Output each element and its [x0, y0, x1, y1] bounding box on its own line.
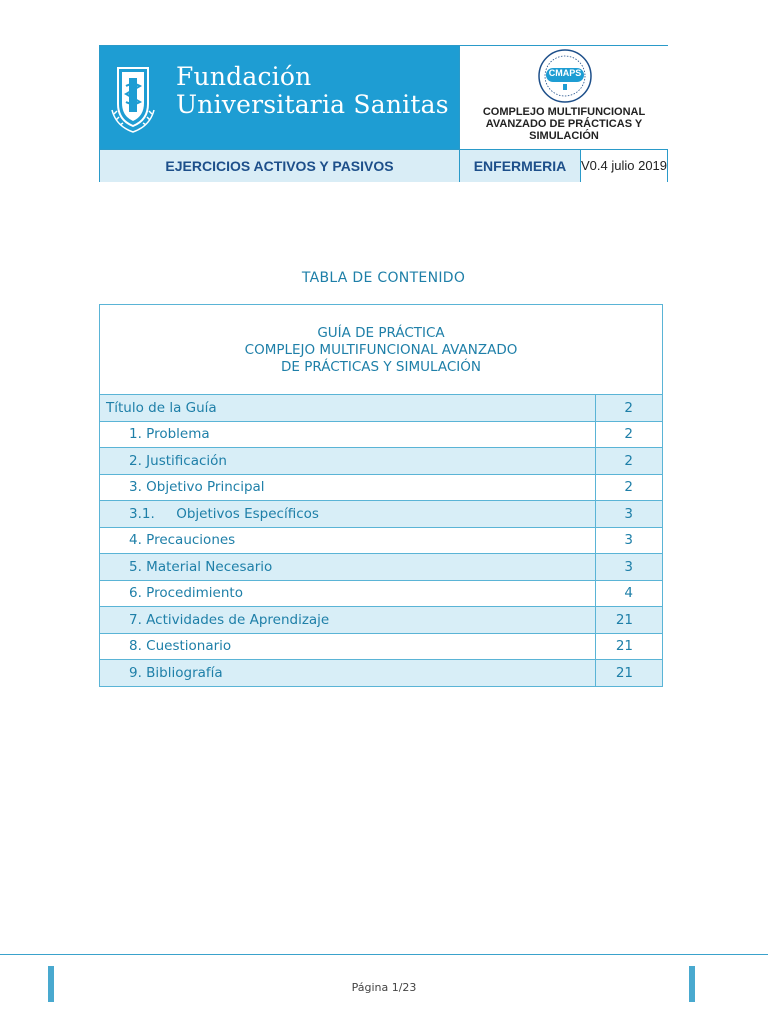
- toc-entry[interactable]: [100, 580, 663, 607]
- guide-line-2: COMPLEJO MULTIFUNCIONAL AVANZADO: [244, 342, 518, 358]
- toc-entry[interactable]: [100, 421, 663, 448]
- toc-entry[interactable]: [100, 448, 663, 475]
- toc-entry-page: 3: [596, 527, 663, 554]
- toc-entry-label: 5. Material Necesario: [100, 554, 596, 581]
- guide-line-3: DE PRÁCTICAS Y SIMULACIÓN: [281, 359, 481, 375]
- toc-entry-page: 2: [596, 421, 663, 448]
- toc-guide-header: [100, 305, 663, 395]
- toc-entry-label: 1. Problema: [100, 421, 596, 448]
- toc-entry-page: 3: [596, 501, 663, 528]
- toc-entry-label: 6. Procedimiento: [100, 580, 596, 607]
- guide-line-1: GUÍA DE PRÁCTICA: [317, 325, 445, 341]
- toc-entry[interactable]: [100, 395, 663, 422]
- toc-entry-page: 2: [596, 448, 663, 475]
- toc-title: TABLA DE CONTENIDO: [301, 270, 466, 286]
- page-number: Página 1/23: [351, 981, 417, 994]
- toc-entry-label: 2. Justificación: [100, 448, 596, 475]
- toc-entry-page: 21: [596, 607, 663, 634]
- program-name: ENFERMERIA: [459, 150, 580, 182]
- toc-entry-page: 2: [596, 474, 663, 501]
- toc-entry-label: 7. Actividades de Aprendizaje: [100, 607, 596, 634]
- toc-entry-page: 3: [596, 554, 663, 581]
- cmaps-logo-block: [459, 46, 668, 149]
- toc-entry-page: 21: [596, 633, 663, 660]
- toc-entry-label: 8. Cuestionario: [100, 633, 596, 660]
- complex-name: COMPLEJO MULTIFUNCIONAL AVANZADO DE PRÁCTICAS Y SIMULACIÓN: [482, 106, 646, 142]
- toc-entry[interactable]: [100, 633, 663, 660]
- institution-name: [176, 63, 449, 119]
- cmaps-logo-text: CMAPS: [548, 68, 582, 78]
- toc-table: [99, 304, 663, 687]
- toc-entry[interactable]: [100, 607, 663, 634]
- toc-entry-label: 4. Precauciones: [100, 527, 596, 554]
- toc-entry[interactable]: [100, 474, 663, 501]
- document-header: [99, 45, 668, 182]
- university-shield-icon: [108, 64, 158, 134]
- toc-entry-page: 2: [596, 395, 663, 422]
- institution-name-line1: Fundación: [176, 62, 312, 91]
- subject-title: EJERCICIOS ACTIVOS Y PASIVOS: [165, 158, 394, 174]
- toc-entry-label: Título de la Guía: [100, 395, 596, 422]
- toc-entry-page: 4: [596, 580, 663, 607]
- toc-entry[interactable]: [100, 527, 663, 554]
- toc-entry[interactable]: [100, 660, 663, 687]
- version-date: V0.4 julio 2019: [580, 150, 667, 182]
- toc-entry-page: 21: [596, 660, 663, 687]
- guide-title-cell: [100, 305, 663, 395]
- toc-entry[interactable]: [100, 501, 663, 528]
- footer-divider: [0, 954, 768, 955]
- toc-entry-label: 3.1. Objetivos Específicos: [100, 501, 596, 528]
- toc-entry-label: 9. Bibliografía: [100, 660, 596, 687]
- institution-banner: [100, 46, 459, 149]
- toc-entry[interactable]: [100, 554, 663, 581]
- document-info-row: [100, 149, 667, 182]
- institution-name-line2: Universitaria Sanitas: [176, 90, 449, 119]
- toc-entry-label: 3. Objetivo Principal: [100, 474, 596, 501]
